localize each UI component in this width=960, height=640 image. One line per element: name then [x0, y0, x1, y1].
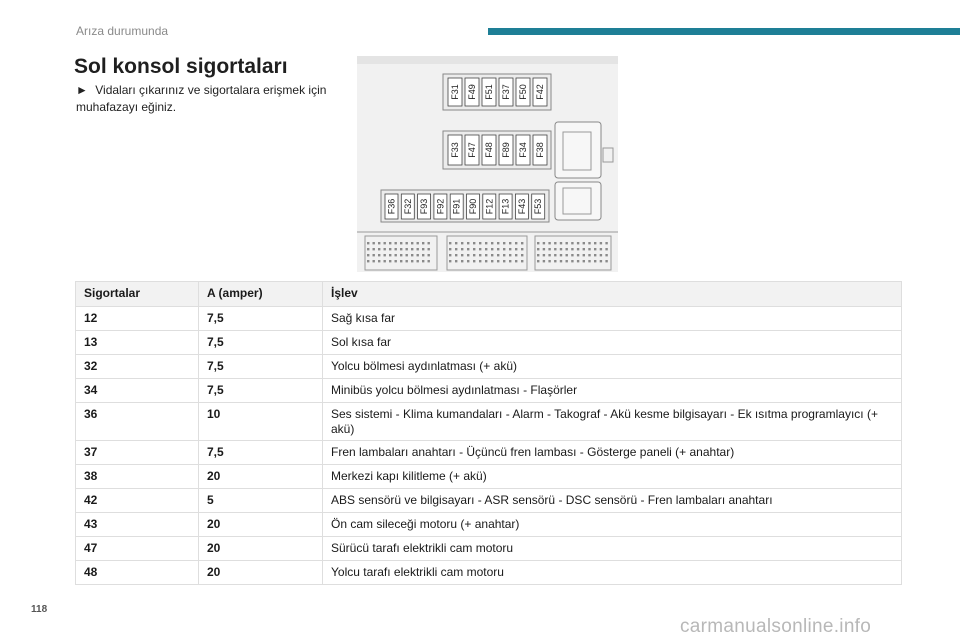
connector-pin [491, 254, 493, 256]
connector-pin [467, 260, 469, 262]
connector-pin [577, 260, 579, 262]
connector-pin [467, 254, 469, 256]
fuse-number: 38 [76, 465, 199, 489]
header-amperes: A (amper) [199, 282, 323, 307]
table-row [76, 403, 902, 441]
connector-pin [497, 260, 499, 262]
fuse-label: F48 [484, 142, 494, 158]
connector-pin [411, 254, 413, 256]
fuse-label: F93 [419, 198, 430, 215]
connector-pin [605, 254, 607, 256]
connector-pin [406, 254, 408, 256]
connector-pin [600, 254, 602, 256]
connector-pin [583, 242, 585, 244]
connector-pin [571, 260, 573, 262]
connector-pin [515, 254, 517, 256]
connector-pin [594, 254, 596, 256]
connector-pin [455, 260, 457, 262]
connector-pin [560, 260, 562, 262]
connector-pin [554, 248, 556, 250]
fuse-label: F38 [535, 142, 545, 158]
fuse-label: F36 [386, 198, 397, 215]
connector-pin [605, 242, 607, 244]
fuse-slot [482, 135, 496, 165]
fuse-function: Ön cam sileceği motoru (+ anahtar) [323, 513, 902, 537]
connector-pin [378, 254, 380, 256]
connector-pin [521, 260, 523, 262]
connector-pin [497, 248, 499, 250]
fuse-table [75, 281, 902, 585]
connector-pin [485, 248, 487, 250]
connector-pin [594, 248, 596, 250]
fuse-label: F42 [535, 84, 545, 100]
fuse-function: Merkezi kapı kilitleme (+ akü) [323, 465, 902, 489]
connector-pin [497, 242, 499, 244]
connector-pin [521, 242, 523, 244]
fuse-slot [450, 194, 463, 219]
fuse-amperes: 20 [199, 465, 323, 489]
header-accent-bar [488, 28, 960, 35]
fuse-label: F50 [518, 84, 528, 100]
connector-pin [384, 254, 386, 256]
connector-pin [491, 248, 493, 250]
fuse-label: F32 [402, 198, 413, 215]
connector-pin [503, 248, 505, 250]
fuse-slot [532, 194, 545, 219]
fuse-function: Sağ kısa far [323, 307, 902, 331]
connector-pin [384, 260, 386, 262]
fuse-number: 37 [76, 441, 199, 465]
connector-pin [422, 254, 424, 256]
connector-pin [554, 254, 556, 256]
connector-pin [521, 248, 523, 250]
connector-pin [548, 254, 550, 256]
connector-pin [411, 242, 413, 244]
fuse-box-figure [357, 56, 618, 272]
fuse-label: F47 [467, 142, 477, 158]
fuse-amperes: 20 [199, 561, 323, 585]
fuse-slot [482, 78, 496, 106]
connector-pin [588, 248, 590, 250]
connector-pin [479, 242, 481, 244]
connector-pin [554, 242, 556, 244]
connector-pin [479, 260, 481, 262]
connector-pin [548, 248, 550, 250]
fuse-slot [385, 194, 398, 219]
connector-pin [428, 248, 430, 250]
page-title: Sol konsol sigortaları [74, 55, 288, 78]
fuse-label: F91 [451, 198, 462, 215]
header-fuses: Sigortalar [76, 282, 199, 307]
connector-pin [571, 254, 573, 256]
connector-pin [509, 260, 511, 262]
fuse-amperes: 10 [199, 403, 323, 441]
fuse-amperes: 7,5 [199, 441, 323, 465]
connector-pin [395, 242, 397, 244]
connector-pin [417, 260, 419, 262]
connector-pin [455, 242, 457, 244]
connector-pin [491, 242, 493, 244]
fuse-label: F53 [533, 198, 544, 215]
connector-pin [384, 242, 386, 244]
fuse-number: 47 [76, 537, 199, 561]
fuse-slot [533, 135, 547, 165]
fuse-amperes: 7,5 [199, 307, 323, 331]
connector-pin [594, 242, 596, 244]
fuse-slot [448, 135, 462, 165]
connector-pin [537, 242, 539, 244]
fuse-slot [516, 135, 530, 165]
fuse-number: 13 [76, 331, 199, 355]
table-row [76, 561, 902, 585]
fuse-function: Sol kısa far [323, 331, 902, 355]
fuse-slot [434, 194, 447, 219]
connector-pin [515, 260, 517, 262]
connector-pin [449, 254, 451, 256]
connector-pin [473, 260, 475, 262]
connector-pin [395, 254, 397, 256]
fuse-number: 36 [76, 403, 199, 441]
fuse-slot [467, 194, 480, 219]
connector-pin [503, 242, 505, 244]
connector-pin [417, 242, 419, 244]
fuse-slot [499, 78, 513, 106]
connector-pin [571, 242, 573, 244]
connector-pin [378, 248, 380, 250]
connector-pin [537, 260, 539, 262]
connector-pin [594, 260, 596, 262]
connector-pin [400, 260, 402, 262]
connector-pin [461, 242, 463, 244]
fuse-label: F51 [484, 84, 494, 100]
connector-pin [449, 248, 451, 250]
connector-pin [605, 248, 607, 250]
connector-pin [395, 248, 397, 250]
fuse-slot [465, 135, 479, 165]
fuse-slot [401, 194, 414, 219]
fuse-label: F33 [450, 142, 460, 158]
table-row [76, 307, 902, 331]
connector-pin [479, 254, 481, 256]
table-row [76, 537, 902, 561]
connector-pin [400, 242, 402, 244]
connector-pin [389, 260, 391, 262]
fuse-number: 42 [76, 489, 199, 513]
connector-pin [548, 260, 550, 262]
fuse-label: F92 [435, 198, 446, 215]
fuse-label: F31 [450, 84, 460, 100]
fuse-amperes: 7,5 [199, 355, 323, 379]
connector-pin [600, 242, 602, 244]
connector-pin [400, 248, 402, 250]
fuse-function: ABS sensörü ve bilgisayarı - ASR sensörü - DSC sensörü - Fren lambaları anahtarı [323, 489, 902, 513]
fuse-slot [516, 78, 530, 106]
fuse-label: F43 [516, 198, 527, 215]
connector-pin [583, 254, 585, 256]
connector-pin [588, 260, 590, 262]
connector-pin [417, 248, 419, 250]
connector-pin [554, 260, 556, 262]
connector-pin [473, 254, 475, 256]
connector-pin [422, 260, 424, 262]
connector-pin [389, 254, 391, 256]
connector-pin [378, 242, 380, 244]
connector-pin [367, 248, 369, 250]
connector-pin [497, 254, 499, 256]
fuse-amperes: 20 [199, 537, 323, 561]
fuse-slot [533, 78, 547, 106]
instruction-text: Vidaları çıkarınız ve sigortalara erişmek için muhafazayı eğiniz. [76, 83, 327, 114]
fuse-label: F90 [468, 198, 478, 215]
connector-pin [428, 242, 430, 244]
connector-pin [605, 260, 607, 262]
connector-pin [583, 248, 585, 250]
connector-pin [373, 260, 375, 262]
connector-pin [384, 248, 386, 250]
connector-pin [467, 248, 469, 250]
connector-pin [583, 260, 585, 262]
fuse-slot [515, 194, 528, 219]
connector-pin [406, 242, 408, 244]
section-label: Arıza durumunda [76, 24, 169, 38]
connector-pin [577, 254, 579, 256]
connector-pin [389, 242, 391, 244]
connector-pin [543, 248, 545, 250]
bullet-arrow-icon: ► [76, 83, 88, 97]
connector-pin [566, 260, 568, 262]
connector-pin [537, 254, 539, 256]
connector-pin [461, 254, 463, 256]
connector-pin [473, 242, 475, 244]
connector-pin [509, 242, 511, 244]
connector-pin [509, 254, 511, 256]
fuse-label: F49 [467, 84, 477, 100]
connector-pin [373, 248, 375, 250]
fuse-label: F37 [501, 84, 511, 100]
connector-pin [543, 254, 545, 256]
connector-pin [455, 248, 457, 250]
connector-pin [537, 248, 539, 250]
table-row [76, 441, 902, 465]
connector-pin [485, 254, 487, 256]
connector-pin [473, 248, 475, 250]
fuse-number: 34 [76, 379, 199, 403]
connector-pin [566, 248, 568, 250]
connector-pin [560, 254, 562, 256]
fuse-label: F34 [518, 142, 528, 158]
connector-pin [395, 260, 397, 262]
fuse-box-diagram [357, 56, 618, 272]
connector-pin [461, 248, 463, 250]
connector-pin [367, 254, 369, 256]
fuse-label: F12 [484, 198, 495, 215]
connector-pin [428, 260, 430, 262]
connector-pin [509, 248, 511, 250]
table-row [76, 513, 902, 537]
fuse-number: 43 [76, 513, 199, 537]
header-function: İşlev [323, 282, 902, 307]
fuse-slot [465, 78, 479, 106]
fuse-amperes: 5 [199, 489, 323, 513]
fuse-amperes: 20 [199, 513, 323, 537]
connector-pin [521, 254, 523, 256]
fuse-amperes: 7,5 [199, 379, 323, 403]
connector-pin [428, 254, 430, 256]
fuse-amperes: 7,5 [199, 331, 323, 355]
connector-pin [571, 248, 573, 250]
fuse-number: 32 [76, 355, 199, 379]
connector-pin [449, 242, 451, 244]
fuse-slot [499, 135, 513, 165]
table-row [76, 465, 902, 489]
connector-pin [400, 254, 402, 256]
fuse-slot [483, 194, 496, 219]
connector-pin [588, 254, 590, 256]
connector-pin [543, 242, 545, 244]
page-number: 118 [31, 604, 48, 615]
fuse-label: F89 [501, 142, 511, 158]
connector-pin [417, 254, 419, 256]
table-row [76, 489, 902, 513]
fuse-slot [448, 78, 462, 106]
connector-pin [600, 260, 602, 262]
connector-pin [479, 248, 481, 250]
connector-pin [566, 242, 568, 244]
fuse-function: Fren lambaları anahtarı - Üçüncü fren lambası - Gösterge paneli (+ anahtar) [323, 441, 902, 465]
table-row [76, 355, 902, 379]
connector-pin [467, 242, 469, 244]
connector-pin [600, 248, 602, 250]
fuse-label: F13 [500, 198, 511, 215]
connector-pin [449, 260, 451, 262]
fuse-function: Minibüs yolcu bölmesi aydınlatması - Flaşörler [323, 379, 902, 403]
connector-pin [515, 248, 517, 250]
connector-pin [515, 242, 517, 244]
fuse-function: Yolcu tarafı elektrikli cam motoru [323, 561, 902, 585]
connector-pin [373, 242, 375, 244]
connector-pin [485, 242, 487, 244]
watermark: carmanualsonline.info [680, 616, 872, 637]
connector-pin [406, 260, 408, 262]
fuse-function: Ses sistemi - Klima kumandaları - Alarm - Takograf - Akü kesme bilgisayarı - Ek ısıtma programlayıcı (+ akü) [323, 403, 902, 441]
connector-pin [378, 260, 380, 262]
connector-pin [543, 260, 545, 262]
fuse-function: Sürücü tarafı elektrikli cam motoru [323, 537, 902, 561]
table-row [76, 379, 902, 403]
fuse-slot [499, 194, 512, 219]
connector-pin [588, 242, 590, 244]
connector-pin [422, 248, 424, 250]
connector-pin [560, 242, 562, 244]
connector-pin [485, 260, 487, 262]
connector-pin [461, 260, 463, 262]
connector-pin [411, 260, 413, 262]
fuse-slot [418, 194, 431, 219]
connector-pin [548, 242, 550, 244]
connector-pin [566, 254, 568, 256]
fuse-function: Yolcu bölmesi aydınlatması (+ akü) [323, 355, 902, 379]
fuse-number: 12 [76, 307, 199, 331]
connector-pin [577, 248, 579, 250]
connector-pin [411, 248, 413, 250]
connector-pin [491, 260, 493, 262]
table-row [76, 331, 902, 355]
connector-pin [560, 248, 562, 250]
connector-pin [422, 242, 424, 244]
fuse-number: 48 [76, 561, 199, 585]
connector-pin [406, 248, 408, 250]
connector-pin [503, 260, 505, 262]
connector-pin [389, 248, 391, 250]
instruction [76, 82, 338, 116]
connector-pin [367, 242, 369, 244]
connector-pin [503, 254, 505, 256]
connector-pin [455, 254, 457, 256]
connector-pin [367, 260, 369, 262]
table-header-row [76, 282, 902, 307]
connector-pin [577, 242, 579, 244]
connector-pin [373, 254, 375, 256]
